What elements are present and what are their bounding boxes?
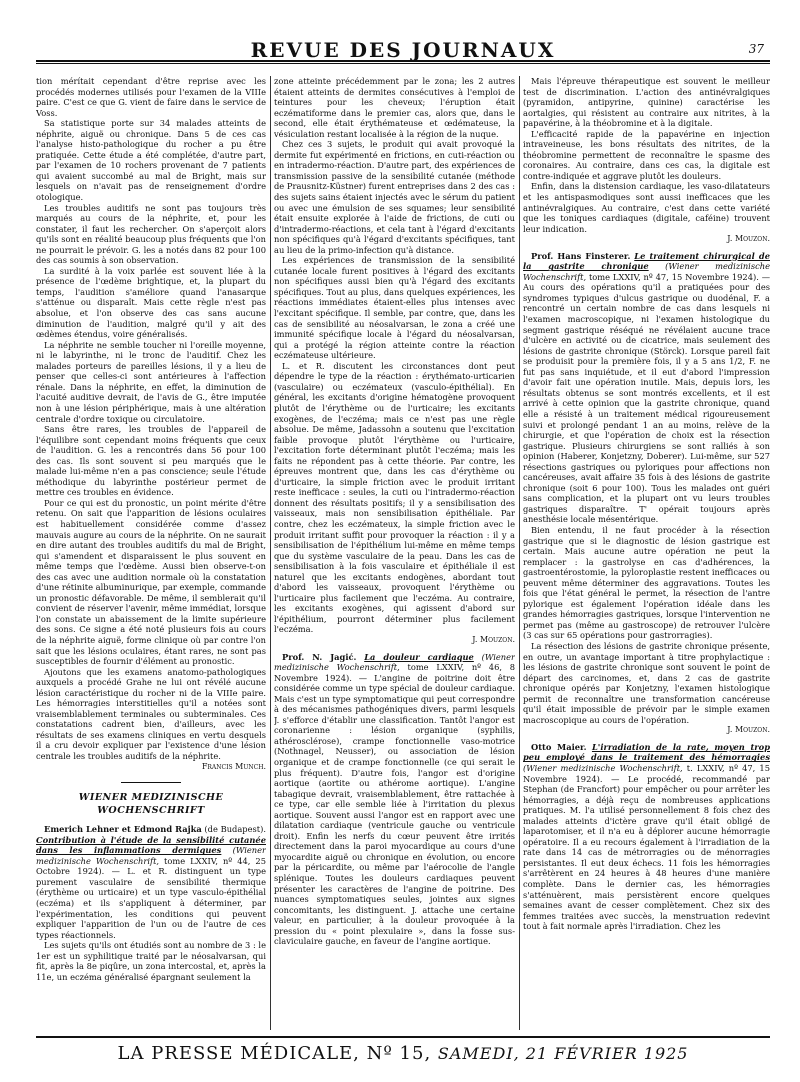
article-authors: Otto Maier. [531,741,587,752]
article-title: L'irradiation de la rate, moyen trop peu employé dans le traitement des hémorragies [523,741,770,763]
section-divider [121,782,181,783]
paragraph: tion mérítait cependant d'être reprise avec les procédés modernes utilisés pour l'examen de la VIIIe paire. C'est ce que G. vient de faire dans le service de Voss. [36,76,266,118]
paragraph: La néphrite ne semble toucher ni l'oreille moyenne, ni le labyrinthe, ni le tronc de l'auditif. Chez les malades porteurs de pareilles lésions, il y a lieu de penser que celles-ci sont antérieures à l'affection rénale. Dans la néphrite, en effet, la diminution de l'acuité auditive devrait, de l'avis de G., être imputée non à une lésion périphérique, mais à une altération centrale d'ordre toxique ou circulatoire. [36,339,266,424]
paragraph: Sans être rares, les troubles de l'appareil de l'équilibre sont cependant moins fréquents que ceux de l'audition. G. les a rencontrés dans 56 pour 100 des cas. Ils sont souvent si peu marqués que le malade lui-même n'en a pas conscience; seule l'étude méthodique du labyrinthe postérieur permet de mettre ces troubles en évidence. [36,424,266,498]
article-journal: (Wiener medizinische Wochenschrift, [36,845,266,866]
article-entry [36,824,266,940]
page-title: REVUE DES JOURNAUX [250,38,556,62]
article-entry [274,652,515,947]
column-rule [270,76,271,1030]
text-columns [36,76,770,1030]
article-text: t. LXXIV, nº 47, 15 Novembre 1924). — Le procédé, recommandé par Stephan (de Francfort) pour empêcher ou pour arrêter les hémorragies, a déjà reçu de nombreuses applications pratiques. M. l'a utilisé personnellement 8 fois chez des malades atteints d'ictère grave qu'il était obligé de laparotomiser, et il n'a eu à déplorer aucune hémorragie opératoire. Il a eu recours également à l'irradiation de la rate dans 14 cas de métrorragies ou de ménorragies persistantes. Il eut deux échecs. 11 fois les hémorragies s'arrêtèrent en 24 heures à 48 heures d'une manière complète. Dans le dernier cas, les hémorragies s'atténuèrent, mais persistèrent encore quelques semaines avant de cesser complètement. Chez six des femmes traitées avec succès, la menstruation redevint tout à fait normale après l'irradiation. Chez les [523,763,770,932]
footer-journal: LA PRESSE MÉDICALE, Nº 15, [117,1043,438,1064]
paragraph: Les troubles auditifs ne sont pas toujours très marqués au cours de la néphrite, et, pour les constater, il faut les rechercher. On s'aperçoit alors qu'ils sont en réalité beaucoup plus fréquents que l'on ne pourrait le prévoir. G. les a notés dans 82 pour 100 des cas soumis à son observation. [36,202,266,266]
article-affiliation: (de Budapest). [201,824,266,835]
paragraph: L'efficacité rapide de la papavérine en injection intraveineuse, les bons résultats des nitrites, de la théobromine permettent de reconnaître le spasme des coronaires. Au contraire, dans ces cas, la digitale est contre-indiquée et aggrave plutôt les douleurs. [523,128,770,181]
paragraph: zone atteinte précédemment par le zona; les 2 autres étaient atteints de dermites consécutives à l'emploi de teintures pour les cheveux; l'éruption était eczématiforme dans le premier cas, alors que, dans le second, elle était érythémateuse et œdémateuse, la vésiculation restant localisée à la région de la nuque. [274,76,515,139]
footer-date: SAMEDI, 21 FÉVRIER 1925 [437,1044,689,1063]
masthead [36,32,770,62]
article-text: tome LXXIV, nº 44, 25 Octobre 1924). — L. et R. distinguent un type purement vasculaire de sensibilité thermique (érythème ou urticaire) et un type vasculo-épithélial (eczéma) et ils s'appliquent à déterminer, par l'expérimentation, les conditions qui peuvent expliquer l'apparition de l'un ou de l'autre de ces types réactionnels. [36,855,266,940]
article-journal: (Wiener medizinische Wochenschrift, [274,651,515,673]
section-heading-line2: WOCHENSCHRIFT [97,804,205,816]
article-title: Contribution à l'étude de la sensibilité cutanée dans les inflammations dermiques [36,834,266,856]
article-title: Le traitement chirurgical de la gastrite chronique [523,250,770,272]
author-signature: J. Mouzon. [727,725,770,735]
paragraph: Mais l'épreuve thérapeutique est souvent le meilleur test de discrimination. L'action des antinévralgiques (pyramidon, antipyrine, quinine) caractérise les aortalgies, qui résistent au contraire aux nitrites, à la papavérine, à la théobromine et à la digitale. [523,76,770,129]
paragraph: Ajoutons que les examens anatomo-pathologiques auxquels a procédé Grahe ne lui ont révélé aucune lésion caractéristique du rocher ni de la VIIIe paire. Les hémorragies interstitielles qu'il a notées sont vraisemblablement terminales ou subterminales. Ces constatations cadrent bien, d'ailleurs, avec les résultats de ses examens cliniques en vertu desquels il a cru devoir expliquer par l'existence d'une lésion centrale les troubles auditifs de la néphrite. [36,666,266,761]
paragraph: L. et R. discutent les circonstances dont peut dépendre le type de la réaction : érythémato-urticarien (vasculaire) ou eczémateux (vasculo-épithélial). En général, les excitants d'origine hématogène provoquent plutôt de l'érythème ou de l'urticaire; les excitants exogènes, de l'eczéma; mais ce n'est pas une règle absolue. De même, Jadassohn a soutenu que l'excitation faible provoque plutôt l'érythème ou l'urticaire, l'excitation forte déterminant plutôt l'eczéma; mais les faits ne répondent pas à cette théorie. Par contre, les épreuves montrent que, dans les cas d'érythème ou d'urticaire, la simple friction avec le produit irritant reste inefficace : seules, la cuti ou l'intradermo-réaction donnent des résultats positifs; il y a sensibilisation des vaisseaux, mais non sensibilisation épithéliale. Par contre, chez les eczémateux, la simple friction avec le produit irritant suffit pour provoquer la réaction : il y a sensibilisation de l'épithélium lui-même en même temps que du système vasculaire de la peau. Dans les cas de sensibilisation à la fois vasculaire et épithéliale il est naturel que les excitants endogènes, abordant tout d'abord les vaisseaux, provoquent l'érythème ou l'urticaire plus facilement que l'eczéma. Au contraire, les excitants exogènes, qui agissent d'abord sur l'épithélium, pourront déterminer plus facilement l'eczéma. [274,360,515,635]
author-signature: J. Mouzon. [472,634,515,644]
article-journal: (Wiener medizinische Wochenschrift, [523,261,770,282]
page-footer [36,1036,770,1070]
article-authors: Prof. N. Jagić. [282,651,357,662]
masthead-rule [36,63,770,64]
column-rule [519,76,520,1030]
column-left [36,76,266,1030]
article-journal: (Wiener medizinische Wochenschrift, [523,763,683,773]
paragraph: Sa statistique porte sur 34 malades atteints de néphrite, aiguë ou chronique. Dans 5 de ces cas l'analyse histo-pathologique du rocher a pu être pratiquée. Cette étude a été complétée, d'autre part, par l'examen de 10 rochers provenant de 7 patients qui avaient succombé au mal de Bright, mais sur lesquels on n'avait pas de renseignement d'ordre otologique. [36,118,266,203]
column-middle [274,76,515,1030]
paragraph: Les sujets qu'ils ont étudiés sont au nombre de 3 : le 1er est un syphilitique traité par le néosalvarsan, qui fit, après la 8e piqûre, un zona intercostal, et, après la 11e, un eczéma généralisé épargnant seulement la [36,940,266,982]
article-authors: Emerich Lehner et Edmond Rajka [44,824,202,835]
article-entry [523,742,770,932]
article-authors: Prof. Hans Finsterer. [531,250,631,261]
paragraph: Bien entendu, il ne faut procéder à la résection gastrique que si le diagnostic de lésion gastrique est certain. Mais aucune autre opération ne peut la remplacer : la gastrolyse en cas d'adhérences, la gastroentérostomie, la pyloroplastie restent inefficaces ou peuvent même déterminer des aggravations. Toutes les fois que l'état général le permet, la résection de l'antre pylorique est également l'opération idéale dans les grandes hémorragies gastriques, lorsque l'intervention ne permet pas (même au gastroscope) de retrouver l'ulcère (3 cas sur 65 opérations pour gastrorragies). [523,524,770,641]
footer-line [36,1043,770,1064]
column-right [523,76,770,1030]
author-signature: J. Mouzon. [727,234,770,244]
article-title: La douleur cardiaque [364,651,474,662]
paragraph: Les expériences de transmission de la sensibilité cutanée locale furent positives à l'égard des excitants non spécifiques aussi bien qu'à l'égard des excitants spécifiques. Tout au plus, dans quelques expériences, les réactions immédiates étaient-elles plus intenses avec l'excitant spécifique. Il semble, par contre, que, dans les cas de sensibilité au néosalvarsan, le zona a créé une immunité spécifique locale à l'égard du néosalvarsan, qui a protégé la région atteinte contre la réaction eczémateuse ultérieure. [274,255,515,361]
page-number: 37 [748,42,764,56]
paragraph: La surdité à la voix parlée est souvent liée à la présence de l'œdème brightique, et, la plupart du temps, l'audition s'améliore quand l'anasarque s'atténue ou disparaît. Mais cette règle n'est pas absolue, et l'on observe des cas sans aucune diminution de l'audition, malgré qu'il y ait des œdèmes étendus, voire généralisés. [36,265,266,340]
article-entry [523,251,770,525]
section-heading: WIENER MEDIZINISCHE [78,792,224,804]
author-signature: Francis Munch. [201,761,266,771]
paragraph: Pour ce qui est du pronostic, un point mérite d'être retenu. On sait que l'apparition de lésions oculaires est habituellement considérée comme d'assez mauvais augure au cours de la néphrite. On ne saurait en dire autant des troubles auditifs du mal de Bright, qui s'amendent et disparaissent le plus souvent en même temps que l'œdème. Aussi bien observe-t-on des cas avec une audition normale où la constatation d'une rétinite albuminurique, par exemple, commande un pronostic défavorable. De même, il semblerait qu'il convient de réserver l'avenir, même immédiat, lorsque l'on constate un abaissement de la limite supérieure des sons. Ce signe a été noté plusieurs fois au cours de la néphrite aiguë, forme clinique où par contre l'on sait que les lésions oculaires, étant rares, ne sont pas susceptibles de fournir d'élément au pronostic. [36,497,266,667]
article-text: tome LXXIV, nº 47, 15 Novembre 1924). — Au cours des opérations qu'il a pratiquées pour des syndromes typiques d'ulcus gastrique ou duodénal, F. a rencontré un certain nombre de cas dans lesquels ni l'examen macroscopique, ni l'examen histologique du segment gastrique réséqué ne révélaient aucune trace d'ulcère en activité ou de cicatrice, mais seulement des lésions de gastrite chronique (Störck). Lorsque pareil fait se produisit pour la première fois, il y a 5 ans 1/2, F. ne fut pas sans inquiétude, et il eut d'abord l'impression d'avoir fait une opération inutile. Mais, depuis lors, les résultats obtenus se sont montrés excellents, et il est arrivé à cette opinion que la gastrite chronique, quand elle a résisté à un traitement médical rigoureusement suivi et prolongé pendant 1 an au moins, relève de la chirurgie, et que l'opération de choix est la résection gastrique. Plusieurs chirurgiens se sont ralliés à son opinion (Haberer, Konjetzny, Doberer). Lui-même, sur 527 résections gastriques ou pyloriques pour affections non cancéreuses, avait affaire 35 fois à des lésions de gastrite chronique (soit 6 pour 100). Tous les malades ont guéri sans complication, et la plupart ont vu leurs troubles gastriques disparaître. T' opérait toujours après anesthésie locale mésentérique. [523,271,770,525]
paragraph: La résection des lésions de gastrite chronique présente, en outre, un avantage important à titre prophylactique : les lésions de gastrite chronique sont souvent le point de départ des carcinomes, et, dans 2 cas de gastrite chronique opérés par Konjetzny, l'examen histologique permit de reconnaître une transformation cancéreuse qu'il était impossible de prévoir par le simple examen macroscopique au cours de l'opération. [523,640,770,725]
paragraph: Chez ces 3 sujets, le produit qui avait provoqué la dermite fut expérimenté en frictions, en cuti-réaction ou en intradermo-réaction. D'autre part, des expériences de transmission passive de la sensibilité cutanée (méthode de Prausnitz-Küstner) furent entreprises dans 2 des cas : des sujets sains étaient injectés avec le sérum du patient ou avec une émulsion de ses squames; leur sensibilité était ensuite explorée à l'aide de frictions, de cuti ou d'intradermo-réactions, et cela tant à l'égard d'excitants non spécifiques qu'à l'égard d'excitants spécifiques, tant au lieu de la primo-infection qu'à distance. [274,139,515,255]
article-text: tome LXXIV, nº 46, 8 Novembre 1924). — L'angine de poitrine doit être considérée comme un type spécial de douleur cardiaque. Mais c'est un type symptomatique qui peut correspondre à des mécanismes pathogéniques divers, parmi lesquels J. s'efforce d'établir une classification. Tantôt l'angor est coronarienne : lésion organique (syphilis, athérosclérose), crampe fonctionnelle vaso-motrice (Nothnagel, Neusser), ou association de lésion organique et de crampe fonctionnelle (ce qui serait le plus fréquent). D'autre fois, l'angor est d'origine aortique (aortite ou athérome aortique). L'angine tabagique devrait, vraisemblablement, être rattachée à ce type, car elle semble liée à l'irritation du plexus aortique. Souvent aussi l'angor est en rapport avec une dilatation cardiaque (ventricule gauche ou ventricule droit). Enfin les nerfs du cœur peuvent être irrités directement dans la paroi myocardique au cours d'une myocardite aiguë ou chronique en évolution, ou encore par la péricardite, ou même par l'aérocolie de l'angle splénique. Toutes les douleurs cardiaques peuvent présenter les caractères de l'angine de poitrine. Des nuances symptomatiques seules, jointes aux signes concomitants, les distinguent. J. attache une certaine valeur, en particulier, à la douleur provoquée à la pression du « point plexulaire », dans la fosse sus-claviculaire gauche, en faveur de l'angine aortique. [274,662,515,947]
paragraph: Enfin, dans la distension cardiaque, les vaso-dilatateurs et les antispasmodiques sont aussi inefficaces que les antinévralgiques. Au contraire, c'est dans cette variété que les toniques cardiaques (digitale, caféine) trouvent leur indication. [523,181,770,234]
